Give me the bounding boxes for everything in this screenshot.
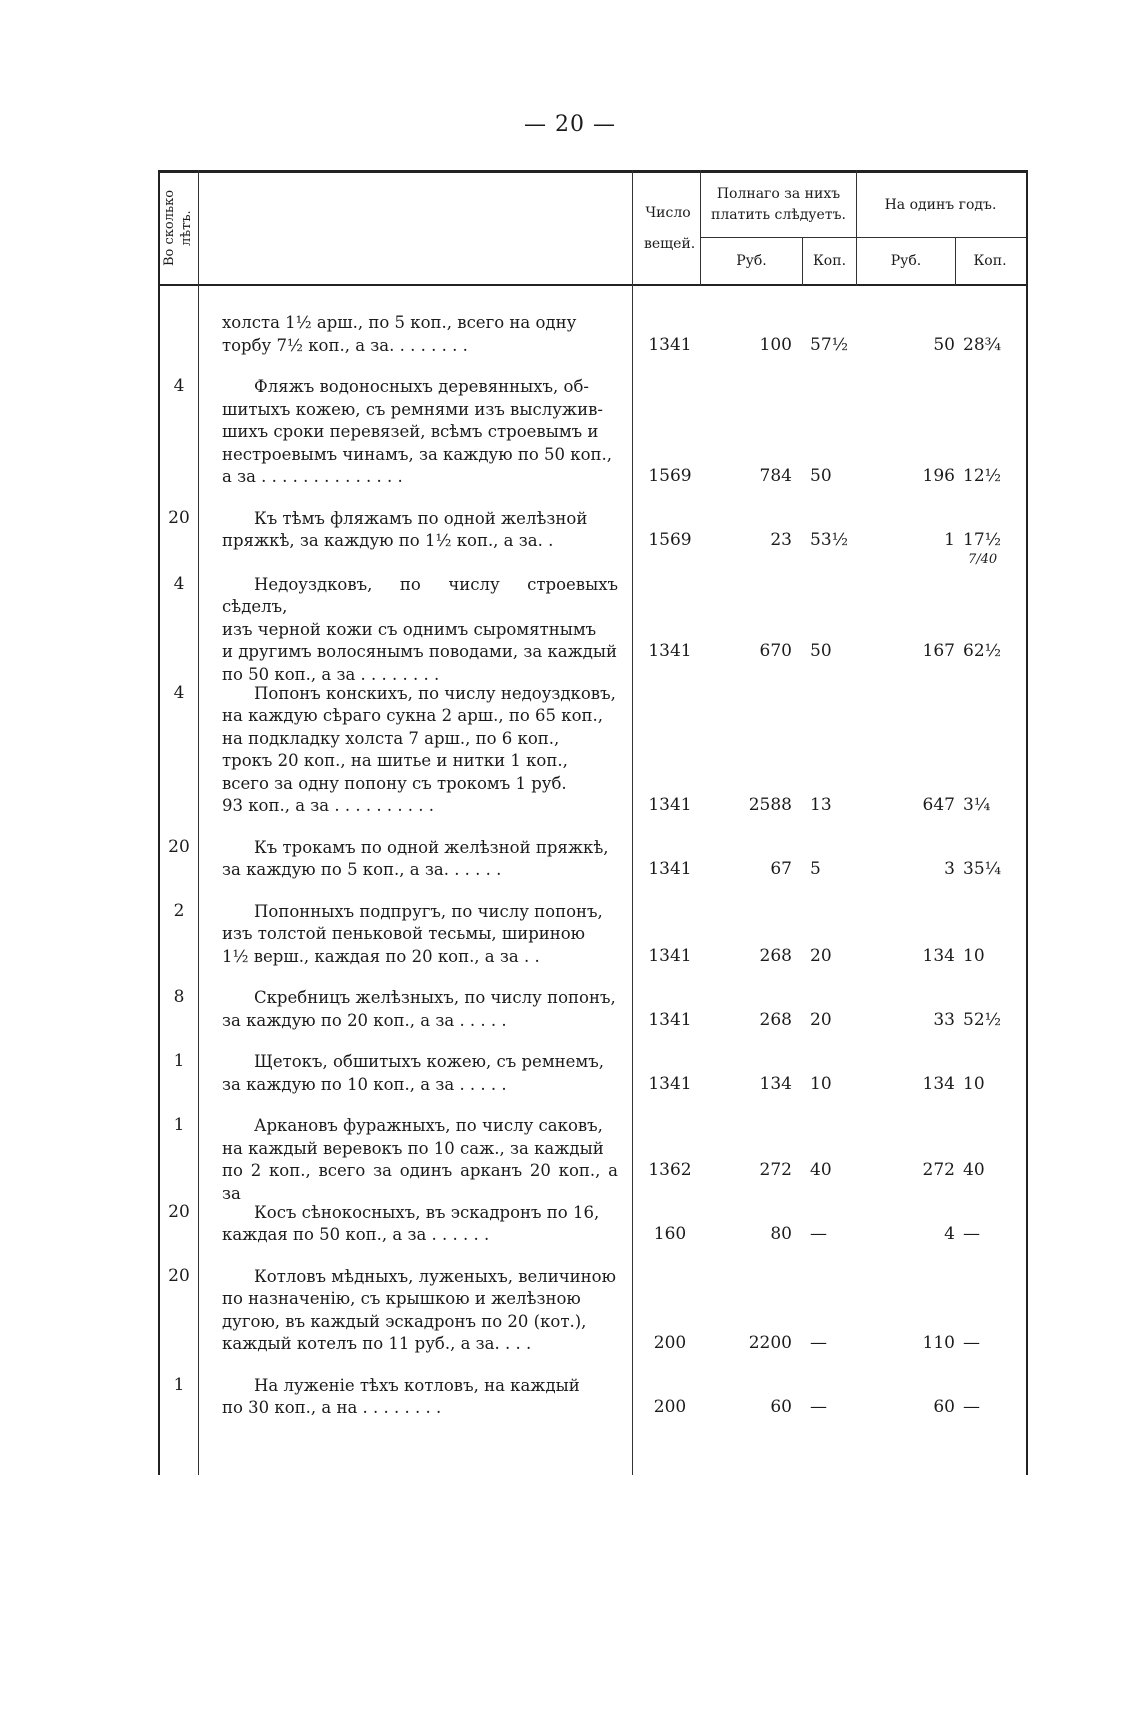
ledger-table [158, 170, 1028, 1475]
row-year-kop: 35¼ [963, 859, 1002, 879]
row-year-rub: 110 [922, 1333, 955, 1353]
header-total: Полнаго за нихъ платить слѣдуетъ. [711, 186, 846, 223]
row-fraction-note: 7/40 [968, 552, 998, 567]
description-line: нестроевымъ чинамъ, за каждую по 50 коп., [222, 444, 612, 464]
row-count: 1341 [648, 859, 692, 879]
row-total-kop: — [810, 1224, 827, 1244]
description-line: а за . . . . . . . . . . . . . . [222, 467, 403, 486]
description-line: по 50 коп., а за . . . . . . . . [222, 664, 440, 684]
row-description [222, 508, 618, 553]
row-total-rub: 268 [759, 945, 792, 966]
row-years: 8 [173, 987, 185, 1007]
description-line: изъ черной кожи съ однимъ сыромятнымъ [222, 619, 597, 639]
description-line: Косъ сѣнокосныхъ, въ эскадронъ по 16, [254, 1202, 600, 1222]
row-total-kop: 57½ [810, 334, 849, 355]
description-line: на подкладку холста 7 арш., по 6 коп., [222, 728, 560, 748]
row-total-kop: 13 [810, 795, 832, 815]
row-count: 1341 [648, 795, 692, 815]
description-line: шитыхъ кожею, съ ремнями изъ выслужив- [222, 399, 603, 419]
row-year-rub: 272 [922, 1160, 955, 1180]
row-total-kop: 5 [810, 859, 821, 879]
description-line: Попонныхъ подпругъ, по числу попонъ, [254, 901, 603, 921]
description-line: по 2 коп., всего за одинъ арканъ 20 коп., а за [222, 1161, 618, 1203]
row-description [222, 1375, 618, 1420]
row-year-rub: 3 [944, 859, 955, 879]
row-count: 1341 [648, 1009, 692, 1030]
description-line: Аркановъ фуражныхъ, по числу саковъ, [254, 1116, 603, 1135]
row-total-rub: 100 [759, 334, 792, 355]
row-year-rub: 33 [933, 1009, 955, 1030]
row-total-rub: 272 [759, 1160, 792, 1180]
row-years: 4 [173, 573, 185, 594]
description-line: на каждый веревокъ по 10 саж., за каждый [222, 1138, 604, 1158]
description-line: Щетокъ, обшитыхъ кожею, съ ремнемъ, [254, 1052, 604, 1071]
row-total-rub: 784 [759, 466, 792, 486]
header-total-rub: Руб. [736, 252, 767, 269]
header-total-kop: Коп. [812, 252, 847, 269]
row-years: 1 [173, 1374, 185, 1395]
row-count: 1569 [648, 466, 692, 486]
row-count: 1341 [648, 641, 692, 661]
description-line: 93 коп., а за . . . . . . . . . . [222, 796, 435, 815]
row-total-kop: — [810, 1397, 827, 1417]
description-line: дугою, въ каждый эскадронъ по 20 (кот.), [222, 1311, 587, 1331]
description-line: Фляжъ водоносныхъ деревянныхъ, об- [254, 377, 589, 396]
row-year-kop: 52½ [963, 1009, 1002, 1030]
description-line: на каждую сѣраго сукна 2 арш., по 65 коп., [222, 706, 604, 725]
description-line: по назначенію, съ крышкою и желѣзною [222, 1289, 581, 1308]
description-line: трокъ 20 коп., на шитье и нитки 1 коп., [222, 751, 568, 770]
row-year-rub: 4 [944, 1224, 955, 1244]
description-line: за каждую по 20 коп., а за . . . . . [222, 1010, 507, 1030]
row-years: 1 [173, 1051, 185, 1071]
row-description [222, 1202, 618, 1247]
description-line: 1½ верш., каждая по 20 коп., а за . . [222, 946, 540, 966]
row-total-kop: 50 [810, 466, 832, 486]
row-years: 20 [168, 1265, 190, 1286]
description-line: каждая по 50 коп., а за . . . . . . [222, 1225, 490, 1244]
row-total-kop: 10 [810, 1073, 832, 1094]
row-description [222, 987, 618, 1032]
row-year-rub: 60 [933, 1397, 955, 1417]
description-line: холста 1½ арш., по 5 коп., всего на одну [222, 313, 577, 332]
description-line: Скребницъ желѣзныхъ, по числу попонъ, [254, 988, 616, 1007]
row-total-rub: 23 [770, 530, 792, 550]
row-total-kop: 20 [810, 945, 832, 966]
row-years: 20 [168, 1201, 190, 1222]
table-row [160, 837, 1026, 882]
row-years: 4 [173, 376, 185, 396]
header-years: Во сколько лѣтъ. [162, 189, 194, 267]
description-line: Попонъ конскихъ, по числу недоуздковъ, [254, 683, 616, 703]
row-total-rub: 60 [770, 1397, 792, 1417]
table-row [160, 987, 1026, 1032]
description-line: по 30 коп., а на . . . . . . . . [222, 1398, 442, 1417]
row-year-rub: 647 [922, 795, 955, 815]
row-description [222, 1115, 618, 1205]
header-year-kop: Коп. [973, 252, 1007, 269]
row-year-kop: 12½ [963, 466, 1002, 486]
row-years: 20 [168, 836, 190, 857]
description-line: Недоуздковъ, по числу строевыхъ сѣделъ, [222, 574, 618, 616]
row-total-rub: 670 [759, 641, 792, 661]
table-row [160, 376, 1026, 489]
description-line: за каждую по 10 коп., а за . . . . . [222, 1074, 507, 1094]
row-year-kop: 62½ [963, 641, 1002, 661]
row-total-kop: 20 [810, 1009, 832, 1030]
row-year-kop: 28¾ [963, 334, 1002, 355]
table-row [160, 1051, 1026, 1096]
description-line: за каждую по 5 коп., а за. . . . . . [222, 860, 502, 879]
row-year-rub: 134 [922, 945, 955, 966]
row-count: 1569 [648, 530, 692, 550]
header-count: Число вещей. [644, 205, 696, 252]
row-total-rub: 67 [770, 859, 792, 879]
description-line: и другимъ волосянымъ поводами, за каждый [222, 642, 618, 661]
row-year-kop: 3¼ [963, 795, 991, 815]
row-year-kop: — [963, 1224, 980, 1244]
row-year-rub: 134 [922, 1073, 955, 1094]
row-count: 1341 [648, 334, 692, 355]
row-year-kop: 10 [963, 1073, 985, 1094]
row-description [222, 1051, 618, 1096]
row-count: 160 [653, 1224, 687, 1244]
row-description [222, 901, 618, 969]
header-bottom-rule [160, 284, 1026, 286]
table-row [160, 683, 1026, 818]
row-total-rub: 80 [770, 1224, 792, 1244]
row-total-rub: 134 [759, 1073, 792, 1094]
table-row [160, 1115, 1026, 1203]
row-total-kop: 50 [810, 641, 832, 661]
row-year-rub: 196 [922, 466, 955, 486]
row-years: 4 [173, 682, 185, 703]
row-year-kop: 17½ [963, 530, 1002, 550]
description-line: всего за одну попону съ трокомъ 1 руб. [222, 773, 567, 793]
row-description [222, 312, 618, 357]
table-row [160, 507, 1026, 567]
description-line: Котловъ мѣдныхъ, луженыхъ, величиною [254, 1266, 616, 1286]
row-count: 1341 [648, 1073, 692, 1094]
header-year-rub: Руб. [890, 252, 922, 269]
row-total-rub: 2588 [748, 795, 792, 815]
row-total-kop: — [810, 1333, 827, 1353]
row-year-kop: — [963, 1333, 980, 1353]
row-years: 20 [168, 507, 190, 528]
table-row [160, 312, 1026, 357]
table-row [160, 1266, 1026, 1356]
table-row [160, 901, 1026, 969]
row-year-kop: 40 [963, 1160, 985, 1180]
row-description [222, 837, 618, 882]
description-line: пряжкѣ, за каждую по 1½ коп., а за. . [222, 531, 554, 550]
table-row [160, 1202, 1026, 1247]
row-count: 200 [653, 1333, 687, 1353]
row-year-rub: 50 [933, 334, 955, 355]
row-year-rub: 1 [944, 530, 955, 550]
description-line: изъ толстой пеньковой тесьмы, шириною [222, 924, 586, 943]
header-top-rule [160, 170, 1026, 173]
row-year-kop: 10 [963, 945, 985, 966]
row-count: 200 [653, 1397, 687, 1417]
page-number: — 20 — [524, 112, 616, 137]
row-total-kop: 40 [810, 1160, 832, 1180]
row-description [222, 683, 618, 818]
row-year-rub: 167 [922, 641, 955, 661]
description-line: каждый котелъ по 11 руб., а за. . . . [222, 1334, 532, 1353]
row-years: 2 [173, 900, 185, 921]
row-total-rub: 2200 [748, 1333, 792, 1353]
description-line: шихъ сроки перевязей, всѣмъ строевымъ и [222, 422, 599, 441]
row-total-rub: 268 [759, 1009, 792, 1030]
description-line: торбу 7½ коп., а за. . . . . . . . [222, 335, 468, 355]
table-row [160, 1375, 1026, 1420]
header-per-year: На одинъ годъ. [884, 196, 997, 213]
row-count: 1341 [648, 945, 692, 966]
row-count: 1362 [648, 1160, 692, 1180]
row-years: 1 [173, 1115, 185, 1135]
table-row [160, 573, 1026, 684]
description-line: На луженіе тѣхъ котловъ, на каждый [254, 1375, 580, 1395]
description-line: Къ тѣмъ фляжамъ по одной желѣзной [254, 508, 588, 528]
description-line: Къ трокамъ по одной желѣзной пряжкѣ, [254, 837, 609, 857]
row-year-kop: — [963, 1397, 980, 1417]
row-description [222, 376, 618, 489]
row-description [222, 574, 618, 687]
row-total-kop: 53½ [810, 530, 849, 550]
row-description [222, 1266, 618, 1356]
